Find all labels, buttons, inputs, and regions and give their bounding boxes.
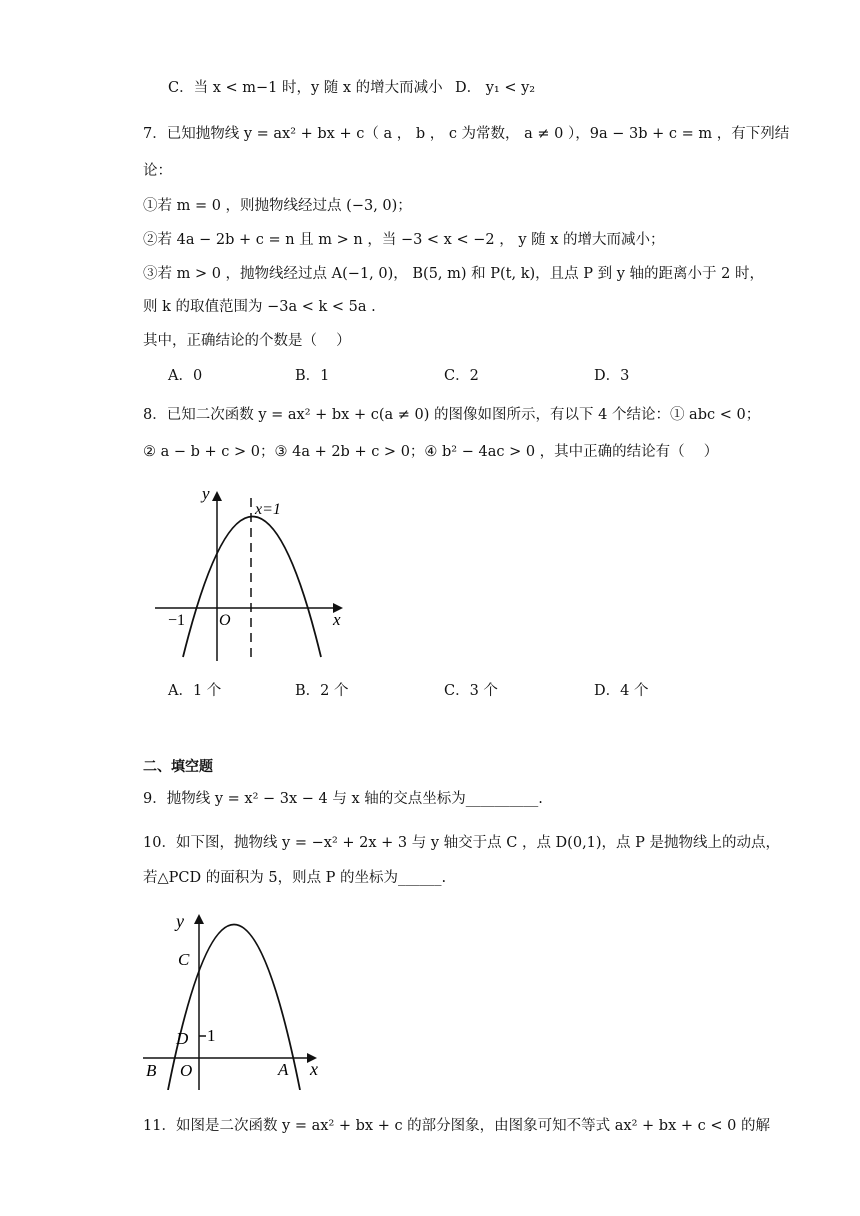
q8-option-b: B．2 个 — [295, 683, 349, 699]
q10-x-label: x — [310, 1059, 318, 1079]
q7-question: 其中，正确结论的个数是（ ） — [143, 333, 351, 349]
q9-text: 9．抛物线 y = x² − 3x − 4 与 x 轴的交点坐标为__________. — [143, 791, 543, 807]
q6-option-d: D． y₁ < y₂ — [455, 80, 536, 96]
q7-option-d: D．3 — [594, 368, 630, 384]
q8-parabola-figure — [150, 483, 355, 663]
q8-minus-one-label: −1 — [168, 612, 186, 629]
q10-o-label: O — [180, 1061, 193, 1080]
q10-y-axis-arrow-icon — [194, 914, 204, 924]
q10-one-label: 1 — [207, 1026, 216, 1045]
q10-d-label: D — [176, 1029, 189, 1048]
q7-option-b: B．1 — [295, 368, 330, 384]
q10-b-label: B — [146, 1061, 157, 1080]
q8-stem-line1: 8．已知二次函数 y = ax² + bx + c(a ≠ 0) 的图像如图所示，有以下 4 个结论：① abc < 0； — [143, 407, 761, 423]
q8-axis-label: x=1 — [255, 501, 281, 518]
q8-option-d: D．4 个 — [594, 683, 649, 699]
q10-a-label: A — [278, 1060, 289, 1079]
q10-y-label: y — [176, 911, 184, 931]
q10-line1: 10．如下图，抛物线 y = −x² + 2x + 3 与 y 轴交于点 C ，点 D(0,1)，点 P 是抛物线上的动点， — [143, 835, 781, 851]
q7-stem-line2: 论： — [143, 163, 172, 179]
q8-stem-line2: ② a − b + c > 0；③ 4a + 2b + c > 0；④ b² − 4ac > 0 ，其中正确的结论有（ ） — [143, 444, 719, 460]
q8-parabola-curve — [183, 517, 321, 658]
q8-x-label: x — [333, 610, 341, 629]
q10-parabola-figure — [140, 905, 330, 1090]
q8-y-axis-arrow-icon — [212, 491, 222, 501]
q11-line1: 11．如图是二次函数 y = ax² + bx + c 的部分图象，由图象可知不等式 ax² + bx + c < 0 的解 — [143, 1118, 770, 1134]
q8-option-c: C．3 个 — [444, 683, 498, 699]
q7-stem-line1: 7．已知抛物线 y = ax² + bx + c（ a ， b ， c 为常数， a ≠ 0 ），9a − 3b + c = m ，有下列结 — [143, 126, 790, 142]
q10-line2: 若△PCD 的面积为 5，则点 P 的坐标为______. — [143, 870, 447, 886]
q7-item-3-line1: ③若 m > 0 ，抛物线经过点 A(−1, 0)， B(5, m) 和 P(t, k)，且点 P 到 y 轴的距离小于 2 时， — [143, 266, 764, 282]
q7-item-1: ①若 m = 0 ，则抛物线经过点 (−3, 0)； — [143, 198, 412, 214]
q7-item-3-line2: 则 k 的取值范围为 −3a < k < 5a . — [143, 299, 376, 315]
q8-origin-label: O — [219, 612, 231, 629]
q7-item-2: ②若 4a − 2b + c = n 且 m > n ，当 −3 < x < −2 ， y 随 x 的增大而减小； — [143, 232, 665, 248]
q7-option-c: C．2 — [444, 368, 479, 384]
q6-option-c: C．当 x < m−1 时，y 随 x 的增大而减小 — [168, 80, 443, 96]
q10-c-label: C — [178, 950, 190, 969]
q8-option-a: A．1 个 — [168, 683, 222, 699]
section-title-fill-in: 二、填空题 — [143, 759, 213, 775]
q8-y-label: y — [202, 484, 210, 503]
q7-option-a: A．0 — [168, 368, 203, 384]
